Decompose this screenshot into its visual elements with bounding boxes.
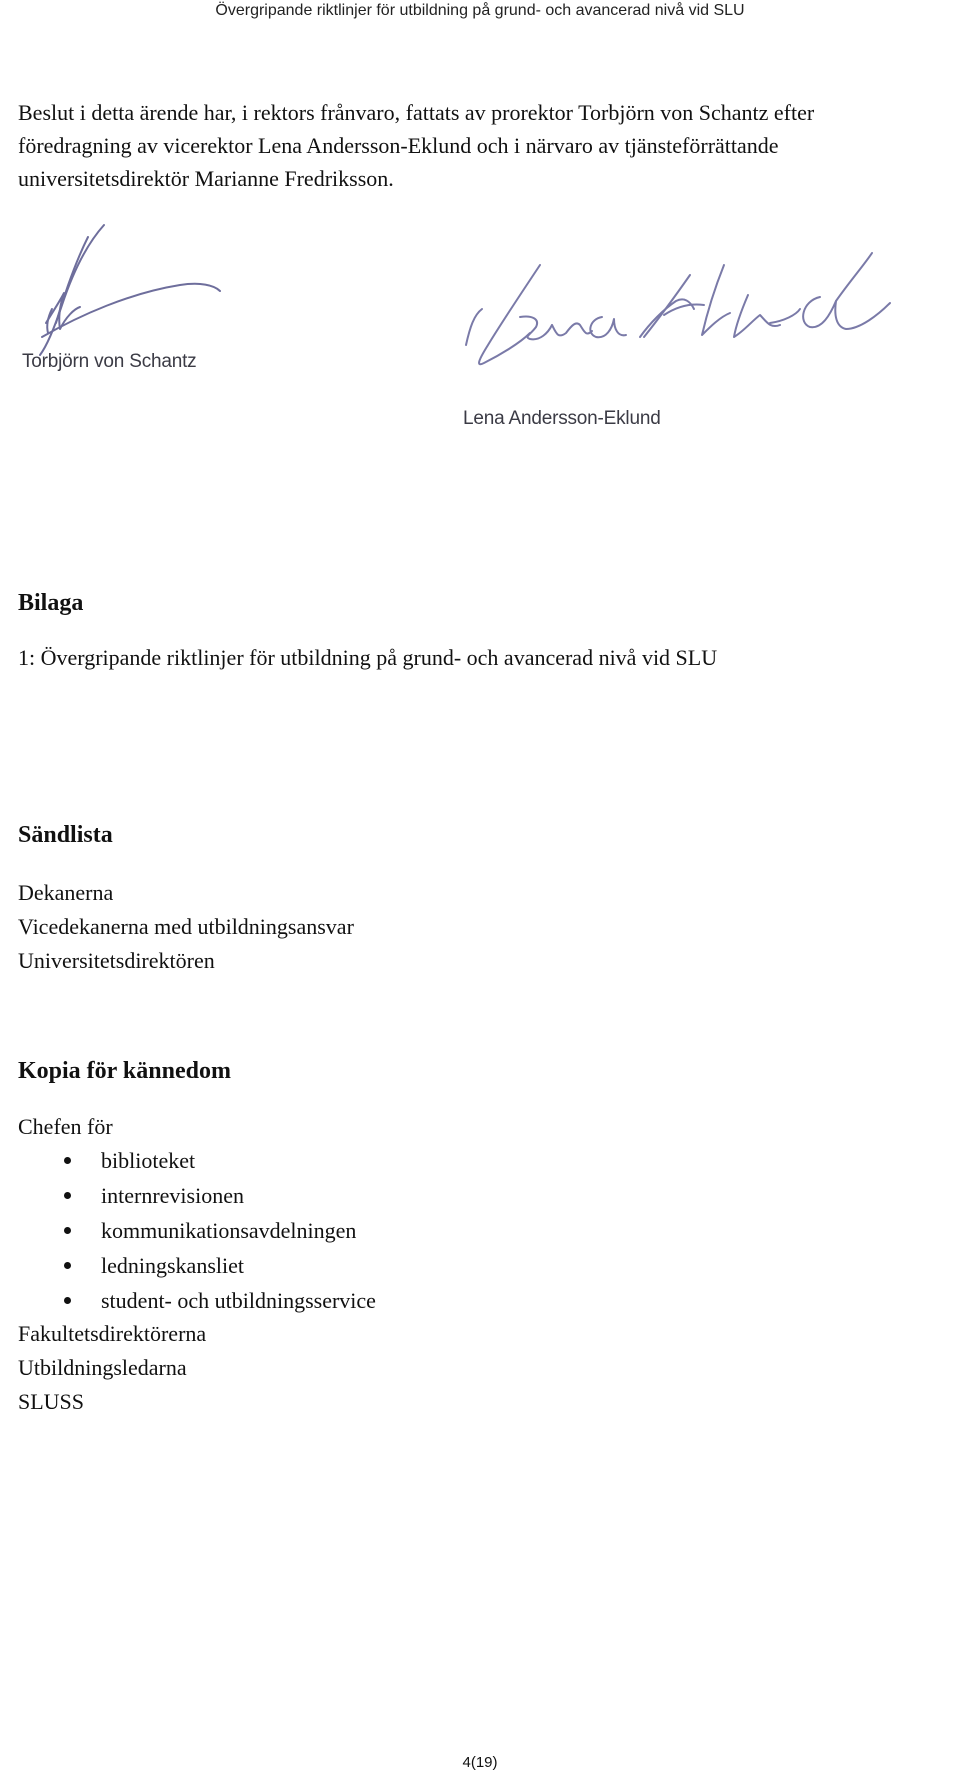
other-recipient: SLUSS bbox=[18, 1389, 85, 1414]
signature-torbjorn-von-schantz bbox=[40, 225, 220, 355]
other-recipients-list bbox=[18, 1317, 206, 1419]
attachment-heading: Bilaga bbox=[18, 590, 84, 616]
bullet-icon bbox=[64, 1262, 71, 1269]
page-number: 4(19) bbox=[462, 1754, 498, 1771]
running-header: Övergripande riktlinjer för utbildning på grund- och avancerad nivå vid SLU bbox=[215, 2, 745, 19]
distribution-recipient: Vicedekanerna med utbildningsansvar bbox=[18, 914, 354, 939]
distribution-recipient: Dekanerna bbox=[18, 880, 114, 905]
bullet-icon bbox=[64, 1157, 71, 1164]
unit-list-item bbox=[18, 1248, 376, 1283]
bullet-icon bbox=[64, 1192, 71, 1199]
signature-lena-andersson-eklund bbox=[466, 253, 890, 364]
copy-intro: Chefen för bbox=[18, 1114, 113, 1139]
unit-name: kommunikationsavdelningen bbox=[101, 1218, 357, 1243]
attachment-item: 1: Övergripande riktlinjer för utbildning på grund- och avancerad nivå vid SLU bbox=[18, 645, 718, 670]
distribution-heading: Sändlista bbox=[18, 822, 113, 848]
bullet-icon bbox=[64, 1227, 71, 1234]
unit-list-item bbox=[18, 1283, 376, 1318]
signature-block bbox=[0, 205, 960, 450]
unit-name: biblioteket bbox=[101, 1148, 196, 1173]
bullet-icon bbox=[64, 1297, 71, 1304]
signatory-name-2: Lena Andersson-Eklund bbox=[463, 408, 661, 429]
unit-name: ledningskansliet bbox=[101, 1253, 244, 1278]
signatory-name-1: Torbjörn von Schantz bbox=[22, 351, 197, 372]
distribution-list bbox=[18, 876, 354, 978]
unit-list-item bbox=[18, 1178, 376, 1213]
unit-name: internrevisionen bbox=[101, 1183, 244, 1208]
decision-paragraph: Beslut i detta ärende har, i rektors frånvaro, fattats av prorektor Torbjörn von Schantz efter föredragning av vicerektor Lena Andersson-Eklund och i närvaro av tjänsteförrättande universitetsdirektör Marianne Fredriksson. bbox=[18, 100, 815, 191]
copy-heading: Kopia för kännedom bbox=[18, 1058, 231, 1084]
unit-list-item bbox=[18, 1213, 376, 1248]
distribution-recipient: Universitetsdirektören bbox=[18, 948, 215, 973]
unit-list bbox=[18, 1143, 376, 1318]
other-recipient: Utbildningsledarna bbox=[18, 1355, 187, 1380]
unit-list-item bbox=[18, 1143, 376, 1178]
other-recipient: Fakultetsdirektörerna bbox=[18, 1321, 207, 1346]
unit-name: student- och utbildningsservice bbox=[101, 1288, 376, 1313]
